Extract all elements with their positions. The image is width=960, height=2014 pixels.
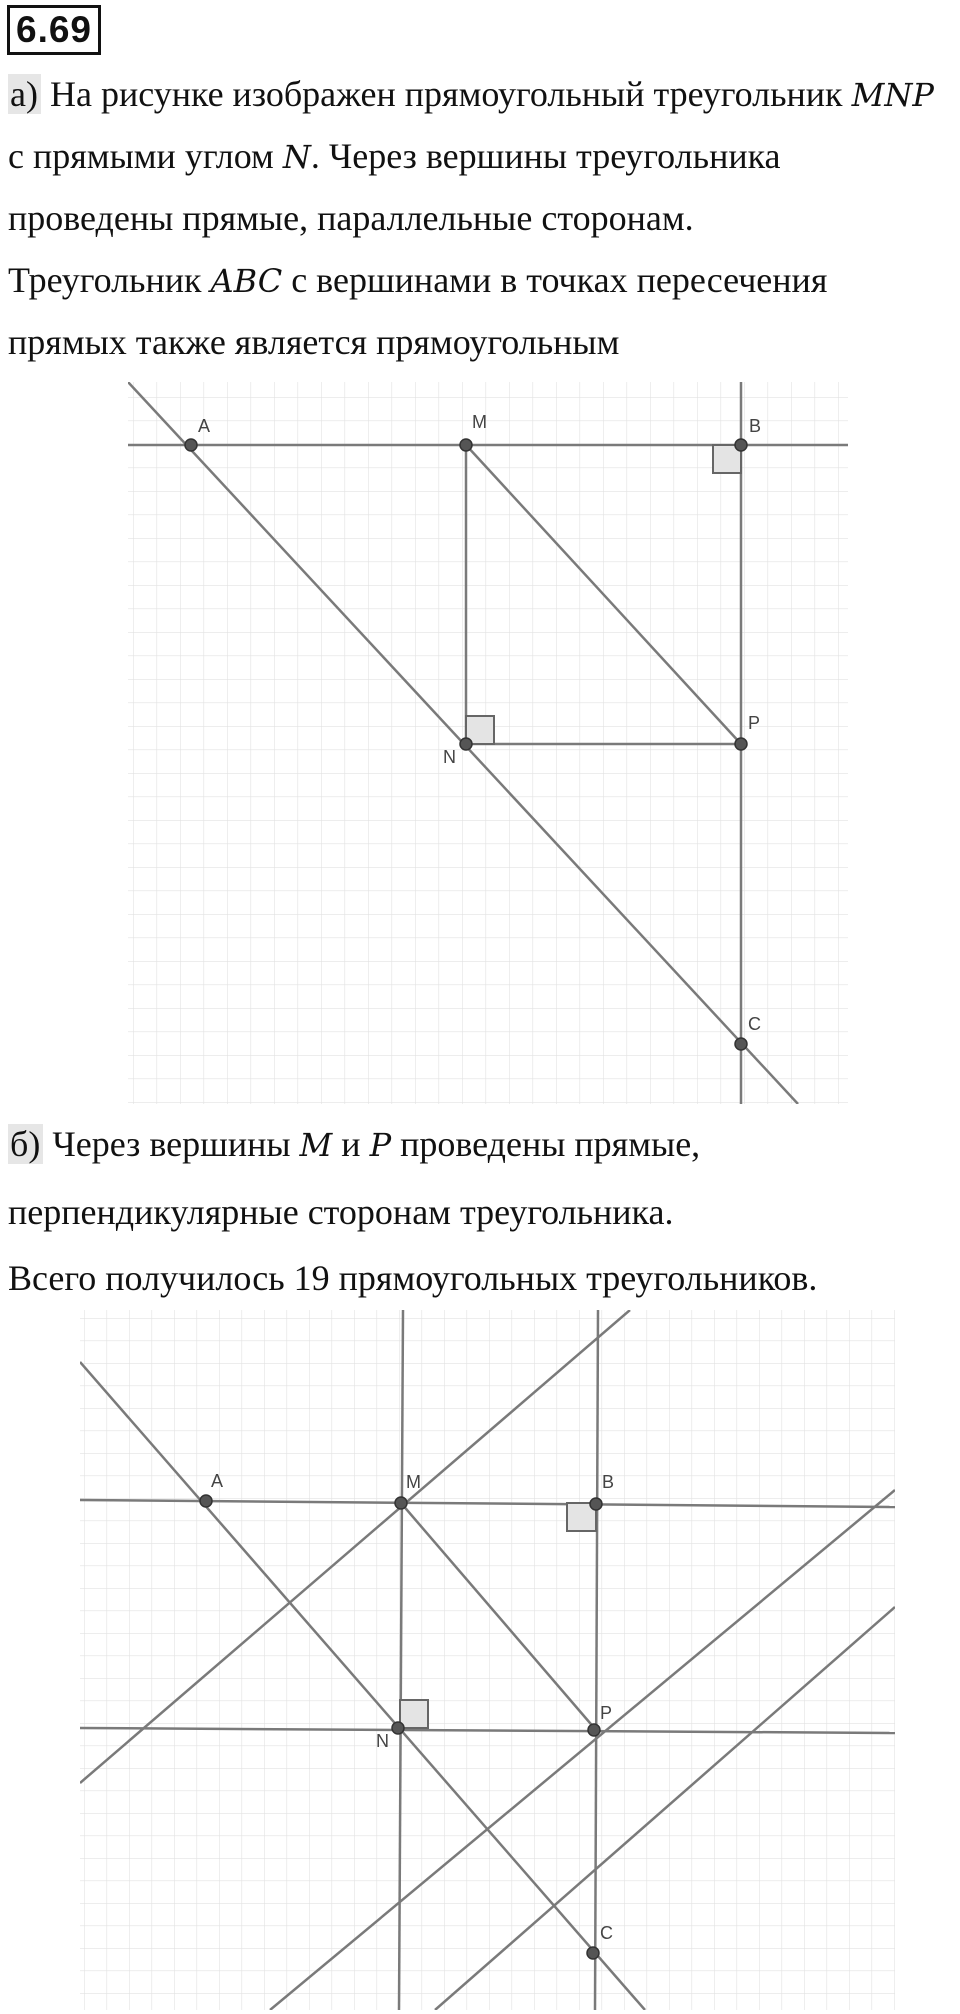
- part-a-line-4-after: с вершинами в точках пересечения: [291, 260, 828, 300]
- part-b-line-1-mid: и: [341, 1124, 361, 1164]
- part-a-line-4: [8, 258, 827, 303]
- label-n: N: [443, 747, 456, 767]
- label-m: M: [472, 412, 487, 432]
- point-c-b: [587, 1947, 599, 1959]
- point-n-b: [392, 1722, 404, 1734]
- label-m-b: M: [406, 1472, 421, 1492]
- point-a-b: [200, 1495, 212, 1507]
- part-a-line-1: [8, 72, 934, 117]
- part-b-line-1-math-1: M: [299, 1126, 333, 1164]
- point-p: [735, 738, 747, 750]
- part-a-line-2-before: с прямыми углом: [8, 136, 274, 176]
- label-n-b: N: [376, 1731, 389, 1751]
- figure-a: [128, 382, 848, 1104]
- point-b: [735, 439, 747, 451]
- label-a-b: A: [211, 1471, 224, 1491]
- part-b-line-1-after: проведены прямые,: [400, 1124, 701, 1164]
- part-b-line-1-math-2: P: [369, 1126, 392, 1164]
- point-m: [460, 439, 472, 451]
- label-b-b: B: [602, 1472, 615, 1492]
- part-a-line-2: [8, 134, 781, 179]
- part-a-line-4-math: ABC: [210, 262, 283, 300]
- part-a-line-2-after: . Через вершины треугольника: [310, 136, 781, 176]
- part-b-line-1: [8, 1122, 700, 1167]
- label-c: C: [748, 1014, 761, 1034]
- point-c: [735, 1038, 747, 1050]
- part-b-line-1-before: Через вершины: [52, 1124, 291, 1164]
- part-b-label: б): [8, 1124, 43, 1164]
- grid-b: [80, 1310, 895, 2010]
- point-m-b: [395, 1497, 407, 1509]
- part-a-line-2-math: N: [282, 138, 311, 176]
- label-b: B: [749, 416, 762, 436]
- figure-b: [80, 1310, 895, 2010]
- right-angle-n-b: [400, 1700, 428, 1728]
- part-a-line-3: проведены прямые, параллельные сторонам.: [8, 198, 694, 238]
- part-a-line-1-math: MNP: [851, 76, 934, 114]
- label-p: P: [748, 713, 761, 733]
- part-b-line-3: Всего получилось 19 прямоугольных треугольников.: [8, 1258, 818, 1298]
- part-a-line-5: прямых также является прямоугольным: [8, 322, 620, 362]
- point-n: [460, 738, 472, 750]
- part-a-line-1-text: На рисунке изображен прямоугольный треугольник: [49, 74, 843, 114]
- label-a: A: [198, 416, 211, 436]
- point-p-b: [588, 1724, 600, 1736]
- part-a-label: а): [8, 74, 41, 114]
- label-c-b: C: [600, 1923, 613, 1943]
- point-b-b: [590, 1498, 602, 1510]
- point-a: [185, 439, 197, 451]
- part-a-line-4-before: Треугольник: [8, 260, 202, 300]
- label-p-b: P: [600, 1703, 613, 1723]
- problem-number: 6.69: [7, 5, 101, 55]
- part-b-line-2: перпендикулярные сторонам треугольника.: [8, 1192, 674, 1232]
